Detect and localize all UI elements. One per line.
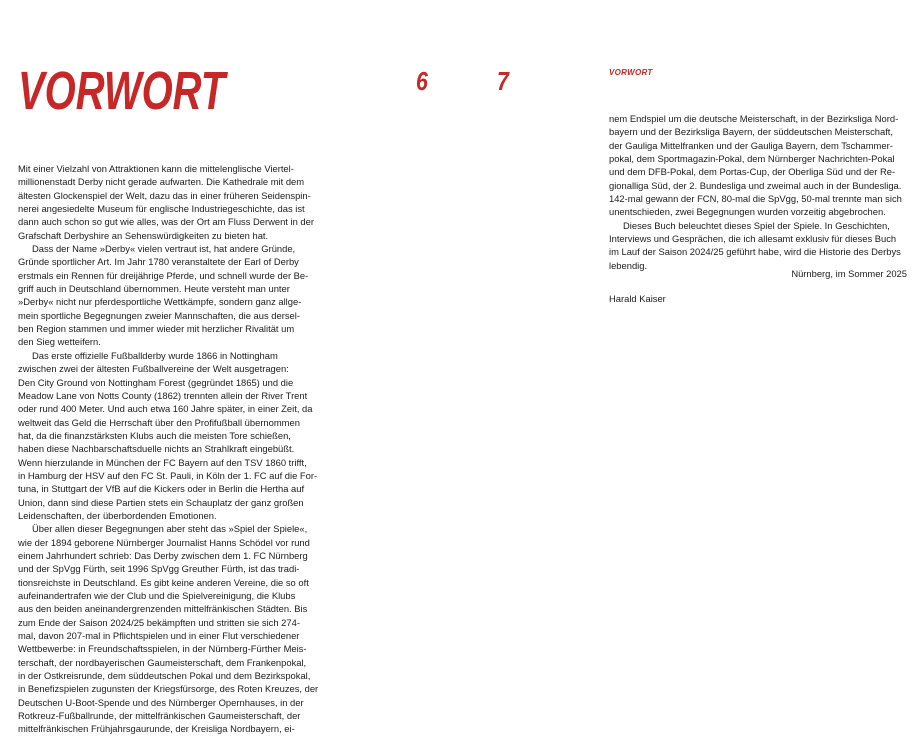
text-line: mein sportliche Begegnungen zweier Mannschaften, die aus dersel- [18, 309, 300, 321]
chapter-title: VORWORT [18, 61, 226, 121]
text-line: dann auch schon so gut wie alles, was der Ort am Fluss Derwent in der [18, 216, 314, 228]
text-line: lebendig. [609, 259, 648, 271]
text-line: hat, da die finanzstärksten Klubs auch die meisten Tore schießen, [18, 429, 291, 441]
page-number-right: 7 [497, 66, 509, 96]
text-line: zwischen zwei der ältesten Fußballvereine der Welt ausgetragen: [18, 363, 289, 375]
text-line: weltweit das Geld die Herrschaft über den Profifußball übernommen [18, 416, 300, 428]
text-line: Rotkreuz-Fußballrunde, der mittelfränkischen Gaumeisterschaft, der [18, 710, 301, 722]
text-line: gionalliga Süd, der 2. Bundesliga und zweimal auch in der Bundesliga. [609, 179, 902, 191]
text-line: millionenstadt Derby nicht gerade aufwarten. Die Kathedrale mit dem [18, 176, 305, 188]
text-line: Union, dann sind diese Partien stets ein Schauplatz der ganz großen [18, 496, 304, 508]
text-line: oder rund 400 Meter. Und auch etwa 160 Jahre später, in einer Zeit, da [18, 403, 313, 415]
text-line: Grafschaft Derbyshire an Sehenswürdigkeiten zu bieten hat. [18, 229, 269, 241]
text-line: erstmals ein Rennen für dreijährige Pferde, und schnell wurde der Be- [18, 269, 309, 281]
signoff-place-date: Nürnberg, im Sommer 2025 [791, 268, 907, 279]
text-line: ältesten Glockenspiel der Welt, dazu das in einer früheren Seidenspin- [18, 189, 311, 201]
text-line: Mit einer Vielzahl von Attraktionen kann die mittelenglische Viertel- [18, 163, 294, 174]
author-name: Harald Kaiser [609, 293, 666, 304]
text-line: terschaft, der nordbayerischen Gaumeisterschaft, dem Frankenpokal, [18, 656, 307, 668]
right-page-body [609, 112, 909, 272]
text-line: und dem DFB-Pokal, dem Portas-Cup, der Oberliga Süd und der Re- [609, 166, 896, 178]
text-line: einem Jahrhundert schrieb: Das Derby zwischen dem 1. FC Nürnberg [18, 549, 308, 561]
text-line: nem Endspiel um die deutsche Meisterschaft, in der Bezirksliga Nord- [609, 113, 899, 124]
text-line: zum Ende der Saison 2024/25 bekämpften und stritten sie sich 274- [18, 616, 300, 628]
text-line: unentschieden, zwei Begegnungen wurden vorzeitig abgebrochen. [609, 206, 886, 218]
text-line: aufeinandertrafen wie der Club und die Spielvereinigung, die Klubs [18, 590, 296, 601]
text-line: in Hamburg der HSV auf den FC St. Pauli, in Köln der 1. FC auf die For- [18, 469, 318, 481]
text-line: Über allen dieser Begegnungen aber steht das »Spiel der Spiele«, [32, 523, 308, 535]
text-line: nerei angesiedelte Museum für englische Industriegeschichte, das ist [18, 203, 305, 215]
text-line: wie der 1894 geborene Nürnberger Journalist Hanns Schödel vor rund [18, 536, 310, 548]
text-line: griff auch in Deutschland übernommen. Heute versteht man unter [18, 283, 290, 295]
text-line: und der SpVgg Fürth, seit 1996 SpVgg Greuther Fürth, ist das tradi- [18, 563, 300, 575]
text-line: »Derby« nicht nur pferdesportliche Wettkämpfe, sondern ganz allge- [18, 296, 302, 308]
text-line: aus den beiden aneinandergrenzenden mittelfränkischen Städten. Bis [18, 603, 308, 615]
text-line: tionsreichste in Deutschland. Es gibt keine anderen Vereine, die so oft [18, 576, 309, 588]
text-line: der Gauliga Mittelfranken und der Gauliga Bayern, dem Tschammer- [609, 139, 893, 151]
text-line: mal, davon 207-mal in Pflichtspielen und in einer Flut verschiedener [18, 630, 300, 642]
text-line: 142-mal gewann der FCN, 80-mal die SpVgg, 50-mal trennte man sich [609, 193, 902, 205]
page-number-left: 6 [416, 66, 428, 96]
text-line: Das erste offizielle Fußballderby wurde 1866 in Nottingham [32, 349, 278, 361]
text-line: Interviews und Gesprächen, die ich allesamt exklusiv für dieses Buch [609, 233, 897, 245]
text-line: in der Ostkreisrunde, dem süddeutschen Pokal und dem Bezirkspokal, [18, 670, 311, 682]
text-line: den Sieg wetteifern. [18, 336, 101, 348]
text-line: Gründe sportlicher Art. Im Jahr 1780 veranstaltete der Earl of Derby [18, 256, 299, 268]
left-page-body [18, 162, 318, 736]
running-header: VORWORT [609, 68, 653, 77]
text-line: Leidenschaften, der überbordenden Emotionen. [18, 509, 217, 521]
text-line: tuna, in Stuttgart der VfB auf die Kickers oder in Berlin die Hertha auf [18, 483, 305, 495]
text-line: Meadow Lane von Notts County (1862) trennten allein der River Trent [18, 389, 308, 401]
text-line: Den City Ground von Nottingham Forest (gegründet 1865) und die [18, 376, 294, 388]
text-line: im Lauf der Saison 2024/25 geführt habe, wird die Historie des Derbys [609, 246, 901, 258]
text-line: Dass der Name »Derby« vielen vertraut ist, hat andere Gründe, [32, 243, 296, 255]
text-line: haben diese Nachbarschaftsduelle nichts an Strahlkraft eingebüßt. [18, 443, 295, 455]
text-line: mittelfränkischen Frühjahrsgaurunde, der Kreisliga Nordbayern, ei- [18, 723, 295, 735]
text-line: bayern und der Bezirksliga Bayern, der süddeutschen Meisterschaft, [609, 126, 894, 138]
text-line: Dieses Buch beleuchtet dieses Spiel der Spiele. In Geschichten, [623, 219, 890, 231]
text-line: pokal, dem Sportmagazin-Pokal, dem Nürnberger Nachrichten-Pokal [609, 153, 895, 165]
text-line: Wettbewerbe: in Freundschaftsspielen, in der Nürnberg-Fürther Meis- [18, 643, 307, 655]
text-line: Deutschen U-Boot-Spende und des Nürnberger Opernhauses, in der [18, 696, 304, 708]
text-line: ben Region stammen und immer wieder mit herzlicher Rivalität um [18, 323, 295, 335]
text-line: in Benefizspielen zugunsten der Kriegsfürsorge, des Roten Kreuzes, der [18, 683, 319, 695]
text-line: Wenn hierzulande in München der FC Bayern auf den TSV 1860 trifft, [18, 456, 307, 468]
